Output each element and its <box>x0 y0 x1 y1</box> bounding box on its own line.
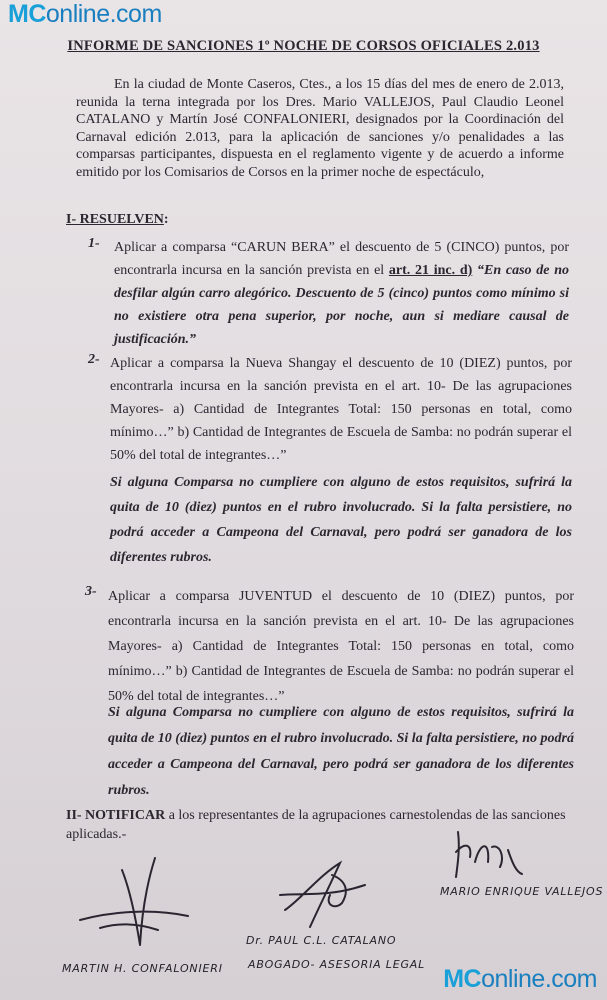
signature-middle-role: ABOGADO- ASESORIA LEGAL <box>248 958 426 971</box>
sanction-item-3: Aplicar a comparsa JUVENTUD el descuento de 10 (DIEZ) puntos, por encontrarla incursa en la sanción prevista en el art. 10- De las agrupaciones Mayores- a) Cantidad de Integrantes Total: 150 personas en total, como mínimo…” b) Cantidad de Integrantes de Escuela de Samba: no podrán superar el 50% del total de integrantes…” <box>108 589 574 704</box>
penalty-text: Si alguna Comparsa no cumpliere con alguno de estos requisitos, sufrirá la quita de 10 (diez) puntos en el rubro involucrado. Si la falta persistiere, no podrá acceder a Campeona del Carnaval, pero podrá ser ganadora de los diferentes rubros. <box>108 705 574 798</box>
notificar-label: II- NOTIFICAR <box>66 808 166 823</box>
watermark-top <box>8 0 162 29</box>
resuelven-heading <box>66 212 169 228</box>
item-number: 3- <box>85 584 97 599</box>
sanction-item-2: Aplicar a comparsa la Nueva Shangay el descuento de 10 (DIEZ) puntos, por encontrarla incursa en la sanción prevista en el art. 10- De las agrupaciones Mayores- a) Cantidad de Integrantes Total: 150 personas en total, como mínimo…” b) Cantidad de Integrantes de Escuela de Samba: no podrán superar el 50% del total de integrantes…” <box>110 356 572 463</box>
penalty-text: Si alguna Comparsa no cumpliere con alguno de estos requisitos, sufrirá la quita de 10 (diez) puntos en el rubro involucrado. Si la falta persistiere, no podrá acceder a Campeona del Carnaval, pero podrá ser ganadora de los diferentes rubros. <box>110 475 572 565</box>
article-quote: “En caso de no desfilar algún carro alegórico. Descuento de 5 (cinco) puntos como mínimo si no existiere otra pena superior, por noche, aun si mediare causal de justificación.” <box>114 263 569 347</box>
signature-left <box>70 850 200 960</box>
article-reference: art. 21 inc. d) <box>388 263 473 278</box>
item-number: 2- <box>88 352 100 367</box>
watermark-brand-rest: online.com <box>45 0 162 28</box>
watermark-bottom <box>443 965 597 994</box>
resuelven-label: I- RESUELVEN <box>66 212 164 227</box>
item-number: 1- <box>88 236 100 251</box>
sanction-item-1 <box>114 236 569 351</box>
intro-paragraph: En la ciudad de Monte Caseros, Ctes., a los 15 días del mes de enero de 2.013, reunida la terna integrada por los Dres. Mario VALLEJOS, Paul Claudio Leonel CATALANO y Martín José CONFALONIERI, designados por la Coordinación del Carnaval edición 2.013, para la aplicación de sanciones y/o penalidades a las comparsas participantes, dispuesta en el reglamento vigente y de acuerdo a informe emitido por los Comisarios de Corsos en la primer noche de espectáculo, <box>76 77 564 180</box>
resuelven-colon: : <box>163 212 169 227</box>
item-text: Aplicar a comparsa “CARUN BERA” el descuento de 5 (CINCO) puntos, por encontrarla incursa en la sanción prevista en el <box>114 240 569 278</box>
document-title: INFORME DE SANCIONES 1º NOCHE DE CORSOS OFICIALES 2.013 <box>67 38 540 54</box>
watermark-brand-mc: MC <box>443 965 482 993</box>
signature-right <box>450 822 530 882</box>
signature-right-name: MARIO ENRIQUE VALLEJOS <box>440 885 604 898</box>
signature-middle <box>270 855 380 935</box>
watermark-brand-mc: MC <box>8 0 46 28</box>
signature-left-name: MARTIN H. CONFALONIERI <box>62 962 223 975</box>
watermark-brand-rest: online.com <box>481 965 597 993</box>
signature-middle-name: Dr. PAUL C.L. CATALANO <box>246 934 397 947</box>
notificar-text: a los representantes de la agrupaciones carnestolendas de las sanciones aplicadas.- <box>66 808 566 842</box>
